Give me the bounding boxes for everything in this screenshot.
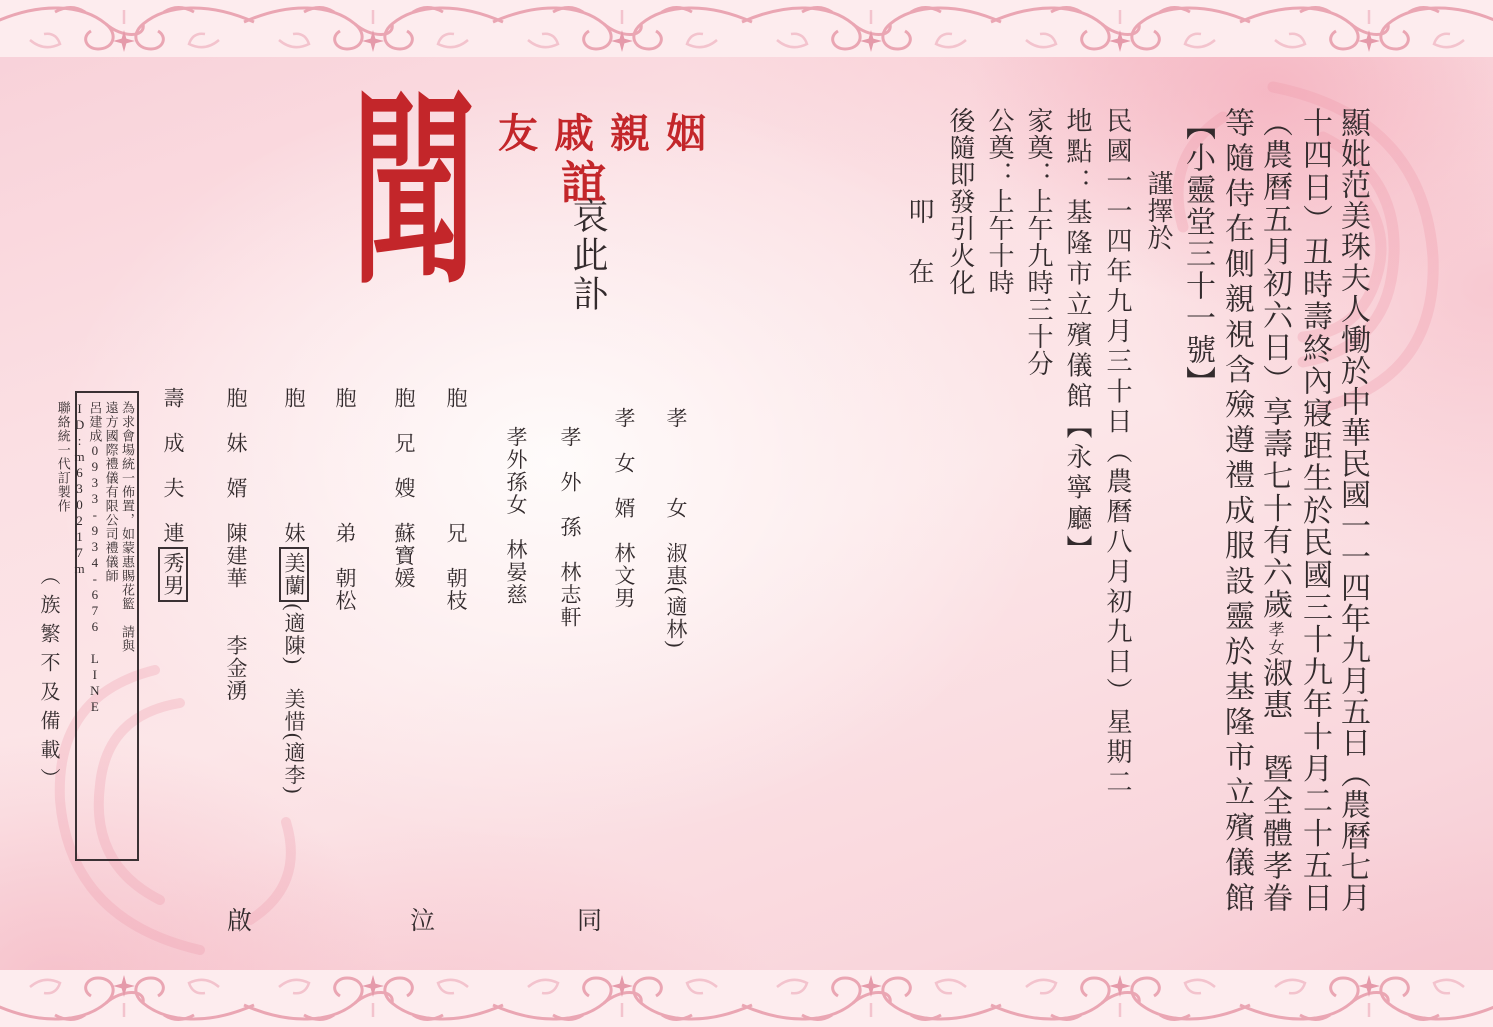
family-elder-brother: 胞 兄 朝枝 [444,387,468,612]
family-husband-label: 壽 成 夫 連 [161,387,185,545]
family-elder-sister-in-law: 胞 兄 嫂 蘇寶媛 [392,387,416,590]
obituary-column-3-kin-label: 孝女 [1266,620,1283,658]
flourish-border-top [0,0,1493,57]
family-son-in-law: 孝 女 婿 林文男 [612,407,636,610]
closing-char-announce: 啟 [227,908,253,935]
closing-char-together: 同 [577,908,603,935]
family-clan-note: （族繁不及備載） [37,565,59,797]
ceremony-location: 地點：基隆市立殯儀館【永寧廳】 [1063,107,1092,562]
family-husband [162,387,183,604]
ceremony-family-rite: 家奠：上午九時三十分 [1024,107,1053,377]
family-sister-deceased-name: 美蘭 [279,547,309,602]
family-daughter: 孝 女 淑惠(適林) [664,407,688,649]
contact-box-line-3: 呂建成0933-934-676 LINE ID:m630217m [72,401,103,715]
headline-bond-char: 誼 [561,158,607,208]
family-husband-deceased-name: 秀男 [158,547,188,602]
headline-big-char: 聞 [352,80,476,309]
family-younger-brother: 胞 弟 朝松 [333,387,357,612]
funeral-service-contact-box [55,391,139,861]
obituary-column-3-text: （農曆五月初六日）享壽七十有六歲 [1258,107,1291,621]
obituary-hall-number: 【小靈堂三十一號】 [1181,110,1214,398]
family-granddaughter: 孝外孫女 林晏慈 [504,426,528,606]
family-sisters-names: (適陳) 美惜(適李) [282,603,306,795]
family-sisters-label: 胞 妹 [282,387,306,545]
obituary-column-4: 等隨侍在側親視含殮遵禮成服設靈於基隆市立殯儀館 [1220,107,1253,913]
ceremony-public-rite: 公奠：上午十時 [985,107,1014,296]
contact-box-line-2: 遠方國際禮儀有限公司禮儀師 [103,401,119,583]
ceremony-date: 民國一一四年九月三十日（農曆八月初九日）星期二 [1103,107,1132,795]
contact-box-line-4: 聯絡統一代訂製作 [55,401,71,513]
family-grandson: 孝 外 孫 林志軒 [558,426,582,629]
ceremony-intro: 謹擇於 [1144,170,1173,251]
closing-char-weep: 泣 [410,908,436,935]
obituary-column-1: 顯妣范美珠夫人慟於中華民國一一四年九月五日（農曆七月 [1336,107,1369,913]
ceremony-kowtow: 叩 在 [905,198,934,288]
obituary-column-3 [1259,107,1289,913]
headline-announce-line: 哀此訃 [568,197,608,314]
headline-kin-line: 友戚親姻 [498,111,722,156]
contact-box-line-1: 為求會場統一佈置，如蒙惠賜花籃 請與 [120,401,135,653]
flourish-border-bottom [0,970,1493,1027]
obituary-column-2: 十四日）丑時壽終內寢距生於民國三十九年十月二十五日 [1298,107,1331,913]
family-sisters [283,387,304,795]
obituary-column-3-names: 淑惠 暨全體孝眷 [1258,657,1291,914]
family-sisters-husbands: 胞 妹 婿 陳建華 李金湧 [224,387,248,702]
ceremony-procession: 後隨即發引火化 [946,107,975,296]
